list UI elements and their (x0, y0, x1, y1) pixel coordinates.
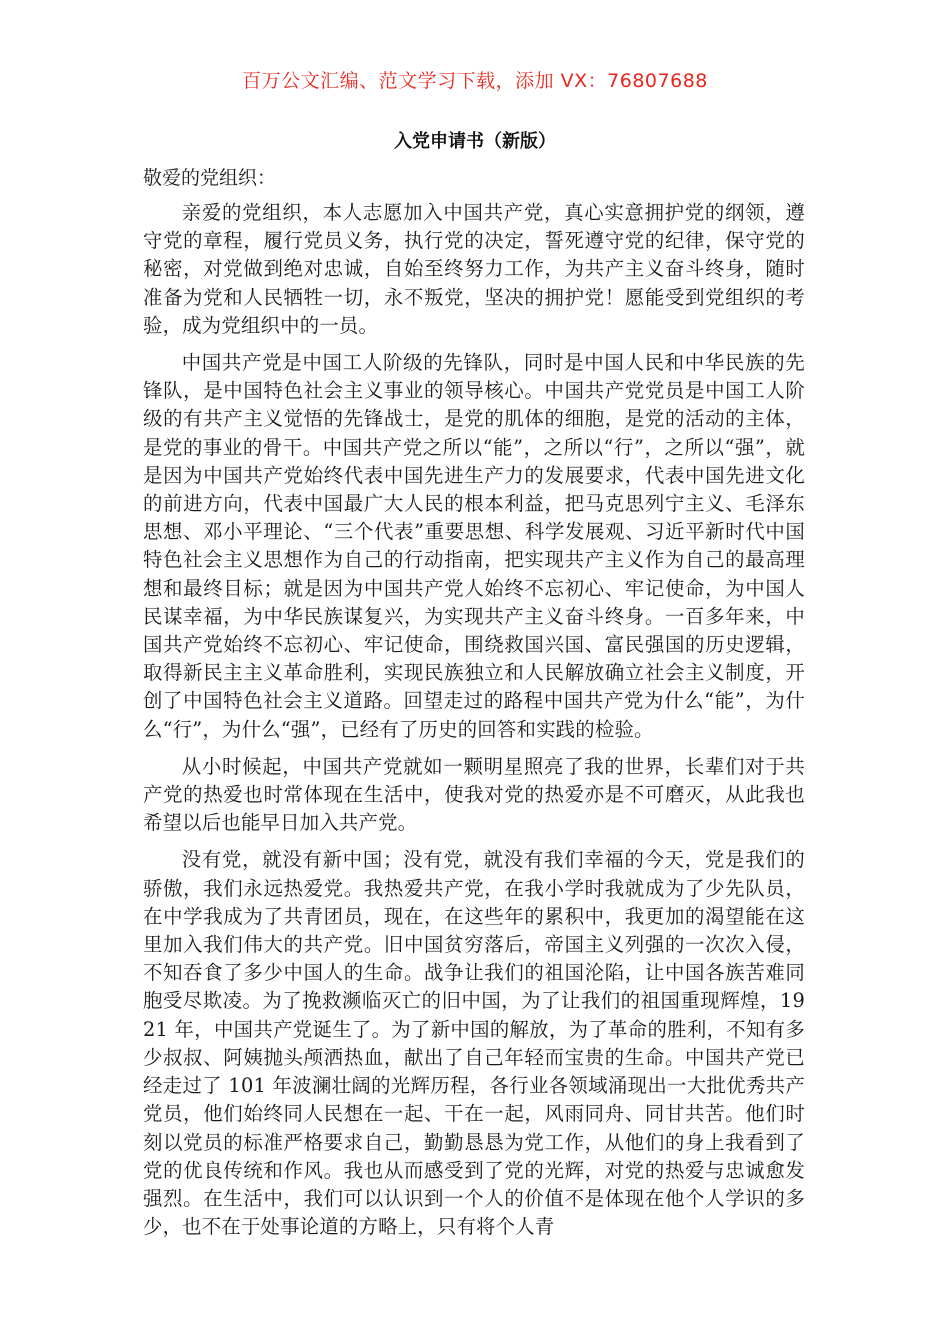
paragraph-1: 亲爱的党组织，本人志愿加入中国共产党，真心实意拥护党的纲领，遵守党的章程，履行党员义务，执行党的决定，誓死遵守党的纪律，保守党的秘密，对党做到绝对忠诚，自始至终努力工作，为共产主义奋斗终身，随时准备为党和人民牺牲一切，永不叛党，坚决的拥护党！愿能受到党组织的考验，成为党组织中的一员。 (143, 201, 805, 337)
document-body (143, 199, 805, 1250)
paragraph-3: 从小时候起，中国共产党就如一颗明星照亮了我的世界，长辈们对于共产党的热爱也时常体现在生活中，使我对党的热爱亦是不可磨灭，从此我也希望以后也能早日加入共产党。 (143, 754, 805, 835)
salutation: 敬爱的党组织： (143, 167, 277, 189)
document-title: 入党申请书（新版） (394, 131, 556, 152)
watermark-header: 百万公文汇编、范文学习下载，添加 VX：76807688 (242, 70, 708, 92)
paragraph-4: 没有党，就没有新中国；没有党，就没有我们幸福的今天，党是我们的骄傲，我们永远热爱党。我热爱共产党，在我小学时我就成为了少先队员，在中学我成为了共青团员，现在，在这些年的累积中，我更加的渴望能在这里加入我们伟大的共产党。旧中国贫穷落后，帝国主义列强的一次次入侵，不知吞食了多少中国人的生命。战争让我们的祖国沦陷，让中国各族苦难同胞受尽欺凌。为了挽救濒临灭亡的旧中国，为了让我们的祖国重现辉煌，1921 年，中国共产党诞生了。为了新中国的解放，为了革命的胜利，不知有多少叔叔、阿姨抛头颅洒热血，献出了自己年轻而宝贵的生命。中国共产党已经走过了 101 年波澜壮阔的光辉历程，各行业各领域涌现出一大批优秀共产党员，他们始终同人民想在一起、干在一起，风雨同舟、同甘共苦。他们时刻以党员的标准严格要求自己，勤勤恳恳为党工作，从他们的身上我看到了党的优良传统和作风。我也从而感受到了党的光辉，对党的热爱与忠诚愈发强烈。在生活中，我们可以认识到一个人的价值不是体现在他个人学识的多少，也不在于处事论道的方略上，只有将个人青 (143, 848, 805, 1239)
paragraph-2: 中国共产党是中国工人阶级的先锋队，同时是中国人民和中华民族的先锋队，是中国特色社会主义事业的领导核心。中国共产党党员是中国工人阶级的有共产主义觉悟的先锋战士，是党的肌体的细胞，是党的活动的主体，是党的事业的骨干。中国共产党之所以“能”，之所以“行”，之所以“强”，就是因为中国共产党始终代表中国先进生产力的发展要求，代表中国先进文化的前进方向，代表中国最广大人民的根本利益，把马克思列宁主义、毛泽东思想、邓小平理论、“三个代表”重要思想、科学发展观、习近平新时代中国特色社会主义思想作为自己的行动指南，把实现共产主义作为自己的最高理想和最终目标；就是因为中国共产党人始终不忘初心、牢记使命，为中国人民谋幸福，为中华民族谋复兴，为实现共产主义奋斗终身。一百多年来，中国共产党始终不忘初心、牢记使命，围绕救国兴国、富民强国的历史逻辑，取得新民主主义革命胜利，实现民族独立和人民解放确立社会主义制度，开创了中国特色社会主义道路。回望走过的路程中国共产党为什么“能”，为什么“行”，为什么“强”，已经有了历史的回答和实践的检验。 (143, 351, 805, 741)
